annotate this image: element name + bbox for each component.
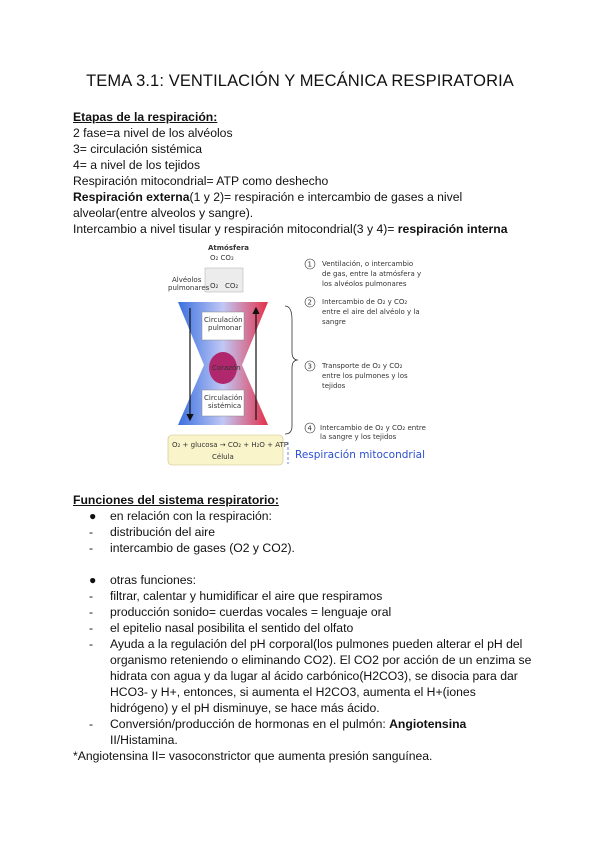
bullet-marker: ● xyxy=(89,509,97,523)
note3: tejidos xyxy=(322,382,346,390)
dash-marker: - xyxy=(89,621,94,635)
note1: Ventilación, o intercambio xyxy=(322,260,414,268)
etapa-line: 2 fase=a nivel de los alvéolos xyxy=(73,126,233,140)
corazon-label: Corazón xyxy=(212,364,241,372)
circ-pulm-2: pulmonar xyxy=(208,324,242,332)
note1: de gas, entre la atmósfera y xyxy=(322,270,422,278)
dash-marker: - xyxy=(89,525,94,539)
circ-sist-1: Circulación xyxy=(204,394,243,402)
note4: la sangre y los tejidos xyxy=(320,433,397,441)
dash-marker: - xyxy=(89,717,94,731)
angiotensina-note: *Angiotensina II= vasoconstrictor que aumenta presión sanguínea. xyxy=(73,749,433,763)
dash-marker: - xyxy=(89,589,94,603)
funciones-heading: Funciones del sistema respiratorio: xyxy=(73,493,279,507)
mito-label: Respiración mitocondrial xyxy=(295,449,425,461)
externa-cont: alveolar(entre alveolos y sangre). xyxy=(73,206,254,220)
celula-label: Célula xyxy=(212,453,234,461)
note2: entre el aire del alvéolo y la xyxy=(322,308,420,316)
step-number: 1 xyxy=(307,260,312,269)
page-title: TEMA 3.1: VENTILACIÓN Y MECÁNICA RESPIRATORIA xyxy=(86,72,514,90)
pulmonares-label: pulmonares xyxy=(168,284,210,292)
alv-o2: O₂ xyxy=(210,282,219,290)
cell-equation: O₂ + glucosa → CO₂ + H₂O + ATP xyxy=(172,441,288,449)
note3: entre los pulmones y los xyxy=(322,372,408,380)
stage-brace xyxy=(285,306,298,434)
etapas-heading: Etapas de la respiración: xyxy=(73,110,218,124)
dash-marker: - xyxy=(89,605,94,619)
externa-line xyxy=(73,189,462,206)
interna-line xyxy=(73,221,508,238)
note1: los alvéolos pulmonares xyxy=(322,280,407,288)
etapa-line: 4= a nivel de los tejidos xyxy=(73,158,201,172)
step-number: 4 xyxy=(307,424,312,433)
externa-bold: Respiración externa xyxy=(73,190,190,204)
atmosfera-label: Atmósfera xyxy=(208,244,250,252)
step-number: 2 xyxy=(307,298,312,307)
etapa-line: Respiración mitocondrial= ATP como deshecho xyxy=(73,174,329,188)
circ-pulm-1: Circulación xyxy=(204,316,243,324)
bullet-marker: ● xyxy=(89,573,97,587)
dash-marker: - xyxy=(89,637,94,651)
alv-co2: CO₂ xyxy=(225,282,239,290)
externa-rest: (1 y 2)= respiración e intercambio de gases a nivel xyxy=(189,190,463,204)
note3: Transporte de O₂ y CO₂ xyxy=(322,362,403,370)
note2: Intercambio de O₂ y CO₂ xyxy=(322,298,408,306)
respiration-diagram xyxy=(150,240,450,470)
circ-sist-2: sistémica xyxy=(208,402,242,410)
alveolos-label: Alvéolos xyxy=(172,276,202,284)
note4: Intercambio de O₂ y CO₂ entre xyxy=(320,424,426,432)
interna-pre: Intercambio a nivel tisular y respiración mitocondrial(3 y 4)= xyxy=(73,222,398,236)
interna-bold: respiración interna xyxy=(397,222,508,236)
note2: sangre xyxy=(322,318,346,326)
dash-marker: - xyxy=(89,541,94,555)
etapa-line: 3= circulación sistémica xyxy=(73,142,203,156)
atm-gases: O₂ CO₂ xyxy=(210,254,234,262)
step-number: 3 xyxy=(307,362,312,371)
